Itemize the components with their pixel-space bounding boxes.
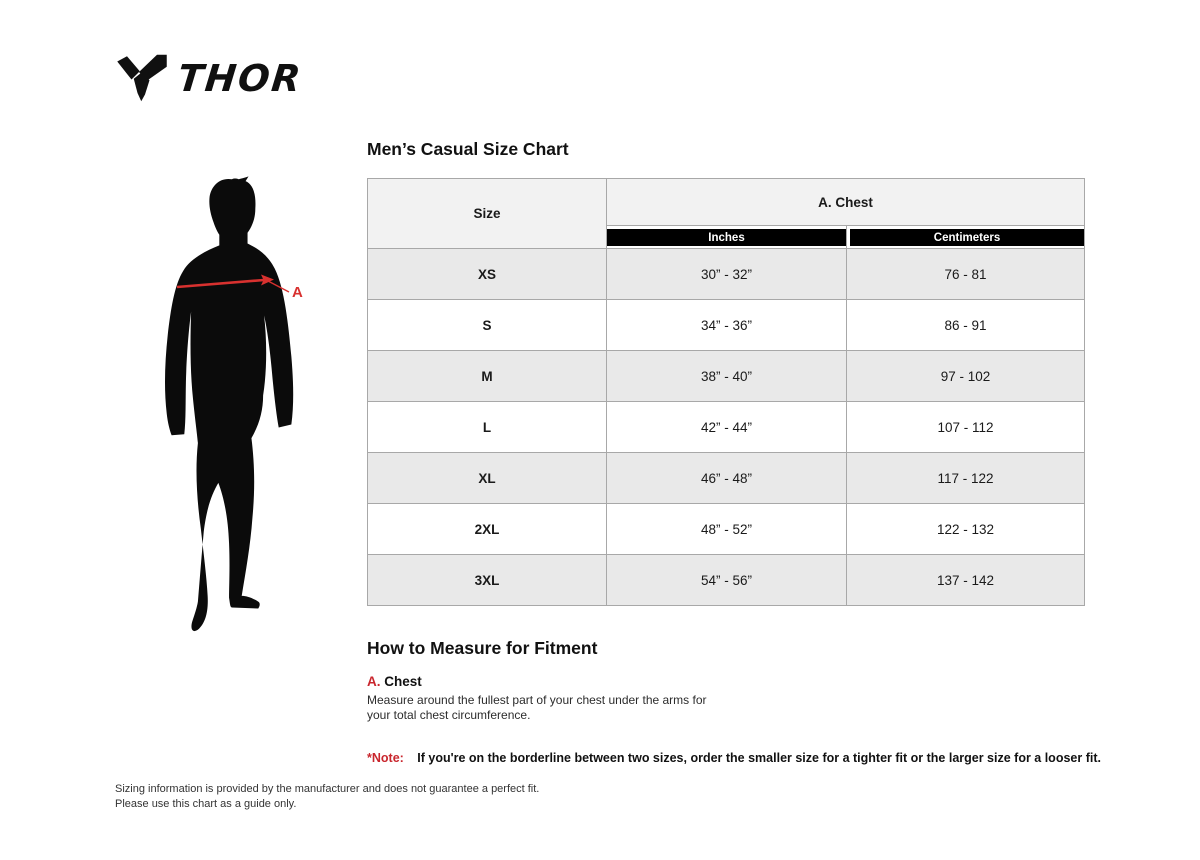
inches-cell: 38” - 40” (607, 351, 846, 401)
thor-wordmark: THOR (175, 56, 305, 100)
footer-line1: Sizing information is provided by the manufacturer and does not guarantee a perfect fit. (115, 783, 540, 795)
size-cell: 3XL (368, 555, 606, 605)
size-table (367, 178, 1085, 606)
size-cell: S (368, 300, 606, 350)
inches-cell: 48” - 52” (607, 504, 846, 554)
size-cell: L (368, 402, 606, 452)
centimeters-cell: 97 - 102 (847, 351, 1084, 401)
size-cell: 2XL (368, 504, 606, 554)
size-cell: XS (368, 249, 606, 299)
size-header-cell: Size (368, 179, 606, 248)
unit-header-inches: Inches (607, 226, 846, 248)
inches-cell: 42” - 44” (607, 402, 846, 452)
measure-title: How to Measure for Fitment (367, 638, 598, 658)
chest-measure-arrow (170, 272, 312, 308)
centimeters-cell: 107 - 112 (847, 402, 1084, 452)
chest-label: A (292, 284, 303, 301)
measure-item-letter: A. (367, 674, 381, 689)
measure-item-head (367, 674, 422, 689)
size-cell: XL (368, 453, 606, 503)
footer-line2: Please use this chart as a guide only. (115, 798, 297, 810)
footer-disclaimer (115, 782, 539, 812)
note-label: *Note: (367, 751, 404, 765)
centimeters-cell: 86 - 91 (847, 300, 1084, 350)
note-line (367, 751, 1101, 765)
centimeters-cell: 122 - 132 (847, 504, 1084, 554)
inches-cell: 46” - 48” (607, 453, 846, 503)
chest-group-header: A. Chest (607, 179, 1084, 225)
inches-cell: 54” - 56” (607, 555, 846, 605)
size-chart-title: Men’s Casual Size Chart (367, 139, 569, 159)
thor-horns-icon (116, 54, 168, 102)
inches-cell: 34” - 36” (607, 300, 846, 350)
size-cell: M (368, 351, 606, 401)
thor-logo (116, 54, 305, 102)
unit-header-centimeters: Centimeters (847, 226, 1084, 248)
measure-item-name: Chest (384, 674, 422, 689)
centimeters-cell: 76 - 81 (847, 249, 1084, 299)
note-text: If you're on the borderline between two sizes, order the smaller size for a tighter fit or the larger size for a looser fit. (417, 751, 1101, 765)
centimeters-cell: 137 - 142 (847, 555, 1084, 605)
measure-item-description: Measure around the fullest part of your chest under the arms for your total chest circumference. (367, 693, 707, 722)
inches-cell: 30” - 32” (607, 249, 846, 299)
body-silhouette (158, 170, 304, 644)
centimeters-cell: 117 - 122 (847, 453, 1084, 503)
